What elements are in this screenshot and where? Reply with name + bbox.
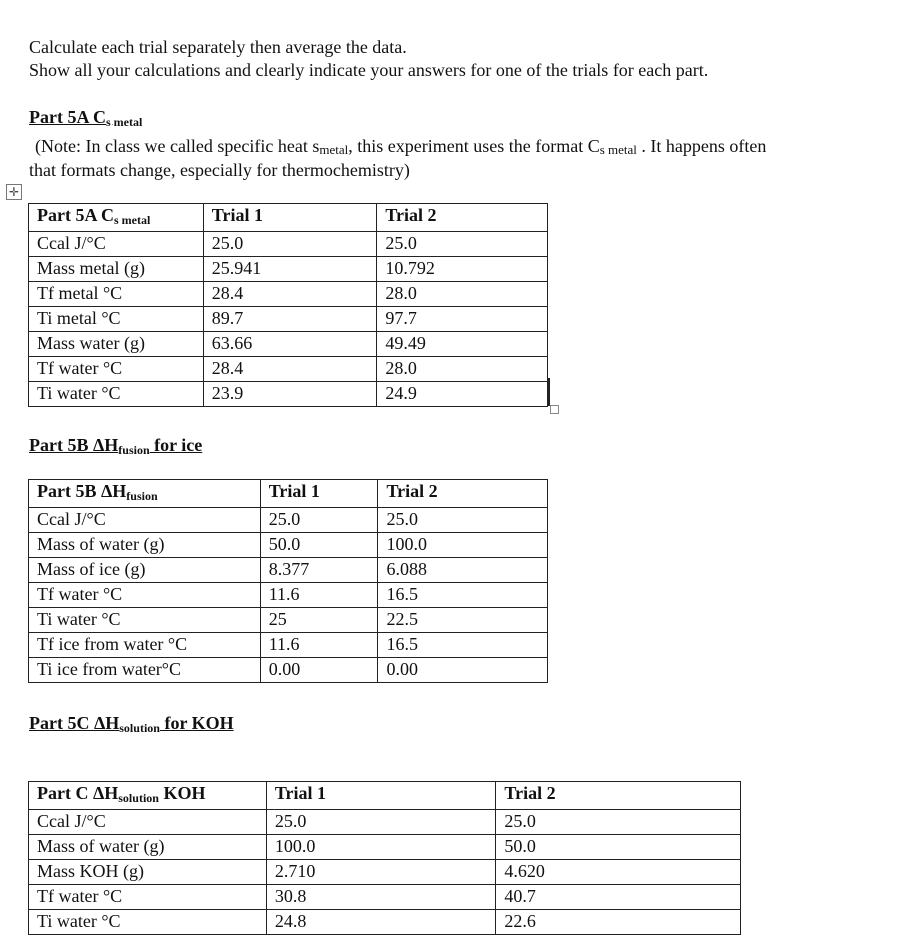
table-row <box>29 558 548 583</box>
table-row <box>29 810 741 835</box>
header-label: Part 5B $\Delta H_{fusion}$ <box>29 480 261 508</box>
trial-2-value: 50.0 <box>496 835 741 860</box>
trial-2-value: 100.0 <box>378 533 548 558</box>
row-label: Mass metal (g) <box>29 257 204 282</box>
trial-1-value: 28.4 <box>203 282 377 307</box>
trial-1-value: 25.0 <box>260 508 378 533</box>
row-label: Mass of ice (g) <box>29 558 261 583</box>
table-resize-handle[interactable] <box>550 405 559 414</box>
table-row <box>29 382 548 407</box>
trial-1-value: 11.6 <box>260 583 378 608</box>
row-label: Tf water °C <box>29 357 204 382</box>
row-label: Mass of water (g) <box>29 533 261 558</box>
header-trial-2: Trial 2 <box>378 480 548 508</box>
row-label: Ti water °C <box>29 910 267 935</box>
row-label: Mass KOH (g) <box>29 860 267 885</box>
part-5b-table <box>28 479 548 683</box>
table-row <box>29 282 548 307</box>
trial-1-value: 0.00 <box>260 658 378 683</box>
trial-1-value: 50.0 <box>260 533 378 558</box>
part-5a-heading: Part 5A $C_{s metal}$ <box>29 107 143 129</box>
header-trial-1: Trial 1 <box>203 204 377 232</box>
part-5a-table <box>28 203 548 407</box>
trial-2-value: 0.00 <box>378 658 548 683</box>
trial-2-value: 40.7 <box>496 885 741 910</box>
row-label: Ti metal °C <box>29 307 204 332</box>
table-row <box>29 885 741 910</box>
trial-2-value: 16.5 <box>378 583 548 608</box>
trial-1-value: 89.7 <box>203 307 377 332</box>
trial-2-value: 4.620 <box>496 860 741 885</box>
table-row <box>29 608 548 633</box>
table-row <box>29 658 548 683</box>
trial-1-value: 28.4 <box>203 357 377 382</box>
row-label: Ccal J/°C <box>29 810 267 835</box>
row-label: Tf water °C <box>29 885 267 910</box>
trial-2-value: 28.0 <box>377 357 548 382</box>
trial-2-value: 49.49 <box>377 332 548 357</box>
table-row <box>29 533 548 558</box>
trial-2-value: 25.0 <box>378 508 548 533</box>
table-header-row <box>29 480 548 508</box>
table-row <box>29 257 548 282</box>
table-row <box>29 633 548 658</box>
part-5c-heading: Part 5C $\Delta H_{solution}$ for KOH <box>29 713 234 735</box>
row-label: Ccal J/°C <box>29 508 261 533</box>
text-cursor <box>548 378 550 406</box>
part-5b-heading: Part 5B $\Delta H_{fusion}$ for ice <box>29 435 203 457</box>
table-header-row <box>29 204 548 232</box>
row-label: Ti water °C <box>29 608 261 633</box>
header-trial-1: Trial 1 <box>266 782 496 810</box>
table-row <box>29 232 548 257</box>
part-5a-note-line-2: that formats change, especially for thermochemistry) <box>29 160 410 180</box>
trial-2-value: 22.6 <box>496 910 741 935</box>
trial-1-value: 23.9 <box>203 382 377 407</box>
trial-1-value: 25.0 <box>266 810 496 835</box>
trial-1-value: 24.8 <box>266 910 496 935</box>
header-trial-2: Trial 2 <box>377 204 548 232</box>
trial-2-value: 25.0 <box>377 232 548 257</box>
table-row <box>29 508 548 533</box>
part-5a-note-line-1: (Note: In class we called specific heat $s_{metal}$, this experiment uses the format $C_{s metal}$ . It happens often <box>35 136 767 157</box>
table-row <box>29 860 741 885</box>
trial-1-value: 25.0 <box>203 232 377 257</box>
trial-2-value: 97.7 <box>377 307 548 332</box>
trial-1-value: 63.66 <box>203 332 377 357</box>
trial-1-value: 2.710 <box>266 860 496 885</box>
row-label: Ti ice from water°C <box>29 658 261 683</box>
table-header-row <box>29 782 741 810</box>
row-label: Mass water (g) <box>29 332 204 357</box>
header-trial-1: Trial 1 <box>260 480 378 508</box>
intro-line-1: Calculate each trial separately then average the data. <box>29 37 407 57</box>
row-label: Ccal J/°C <box>29 232 204 257</box>
row-label: Tf water °C <box>29 583 261 608</box>
trial-1-value: 30.8 <box>266 885 496 910</box>
table-row <box>29 583 548 608</box>
intro-line-2: Show all your calculations and clearly indicate your answers for one of the trials for each part. <box>29 60 709 80</box>
row-label: Ti water °C <box>29 382 204 407</box>
trial-2-value: 10.792 <box>377 257 548 282</box>
trial-2-value: 25.0 <box>496 810 741 835</box>
trial-2-value: 6.088 <box>378 558 548 583</box>
table-row <box>29 835 741 860</box>
table-row <box>29 910 741 935</box>
header-label: Part C $\Delta H_{solution}$ KOH <box>29 782 267 810</box>
trial-1-value: 11.6 <box>260 633 378 658</box>
trial-2-value: 16.5 <box>378 633 548 658</box>
trial-1-value: 25 <box>260 608 378 633</box>
part-5c-table <box>28 781 741 935</box>
table-row <box>29 307 548 332</box>
row-label: Tf ice from water °C <box>29 633 261 658</box>
trial-2-value: 24.9 <box>377 382 548 407</box>
table-row <box>29 357 548 382</box>
table-row <box>29 332 548 357</box>
header-trial-2: Trial 2 <box>496 782 741 810</box>
trial-1-value: 25.941 <box>203 257 377 282</box>
header-label: Part 5A $C_{s metal}$ <box>29 204 204 232</box>
trial-2-value: 22.5 <box>378 608 548 633</box>
trial-1-value: 100.0 <box>266 835 496 860</box>
trial-2-value: 28.0 <box>377 282 548 307</box>
row-label: Tf metal °C <box>29 282 204 307</box>
row-label: Mass of water (g) <box>29 835 267 860</box>
table-move-handle[interactable]: ✛ <box>6 184 22 200</box>
trial-1-value: 8.377 <box>260 558 378 583</box>
